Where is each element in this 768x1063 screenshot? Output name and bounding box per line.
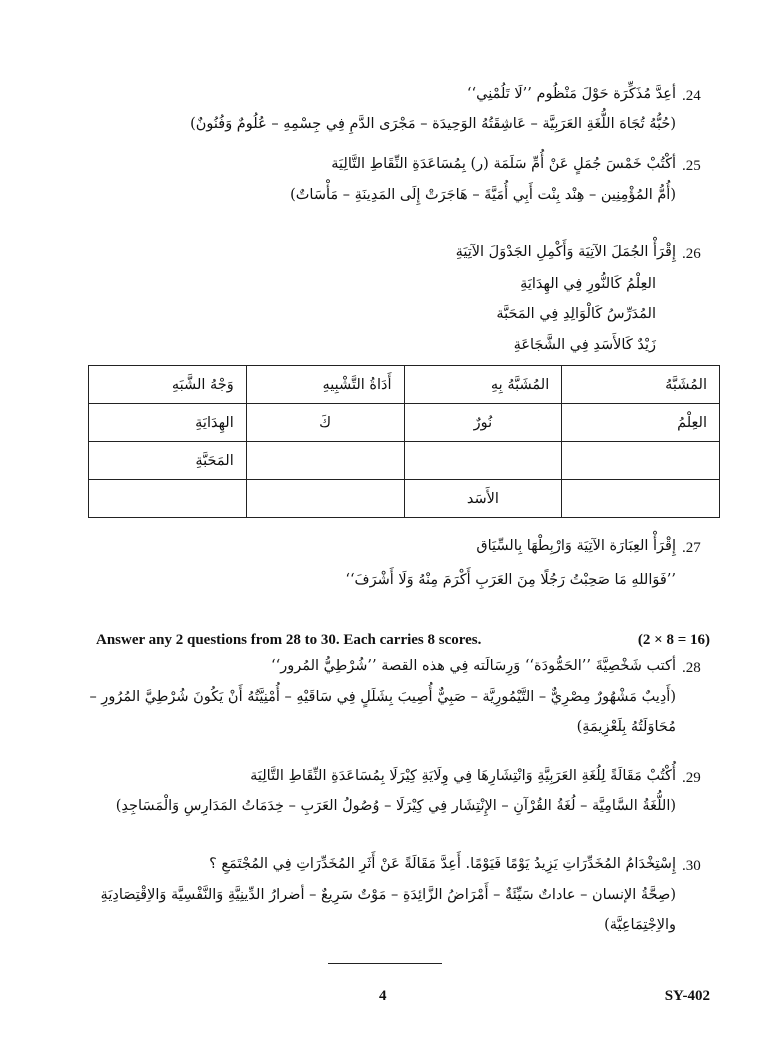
hint-points: (أَدِيبٌ مَشْهُورٌ مِصْرِيٌّ – التَّيْمُورِيَّة – صَبِيٌّ أُصِيبَ بِشَلَلٍ فِي سَاقَيْهِ – أُمْنِيَّتُهُ أَنْ يَكُونَ شُرْطِيَّ المُرُورِ – مُحَاوَلَتُهُ بِلَعْزِيمَةِ) <box>89 689 676 735</box>
section-label: Answer any 2 questions from 28 to 30. Each carries 8 scores. <box>96 632 482 648</box>
table-cell: الهِدَايَةِ <box>89 404 247 442</box>
table-cell: كَ <box>246 404 404 442</box>
table-cell <box>246 480 404 518</box>
question-text: إِقْرَأْ العِبَارَة الآتِيَة وَارْبِطْهَا بِالسِّيَاق <box>476 538 676 554</box>
example-sentence: المُدَرِّسُ كَالْوَالِدِ فِي المَحَبَّة <box>496 306 656 322</box>
table-cell: العِلْمُ <box>562 404 720 442</box>
question-text: أكتب شَخْصِيَّةَ ’’الحَمُّودَة‘‘ وَرِسَالَته فِي هذه القصة ’’شُرْطِيُّ المُرور‘‘ <box>270 658 676 674</box>
section-marks: (2 × 8 = 16) <box>637 632 710 648</box>
question-30 <box>80 856 710 936</box>
simile-table <box>88 365 720 518</box>
question-number: .28 <box>682 660 701 676</box>
question-number: .29 <box>682 770 701 786</box>
table-cell <box>246 442 404 480</box>
table-cell <box>404 442 562 480</box>
table-cell <box>89 480 247 518</box>
question-number: .26 <box>682 246 701 262</box>
footer-divider <box>328 963 442 964</box>
question-text: أُكْتُبْ مَقَالَةً لِلُغَةِ العَرَبِيَّةِ وَانْتِشَارِهَا فِي وِلَايَةِ كِيْرَلَا بِمُسَاعَدَةِ النِّقَاطِ التَّالِيَة <box>250 768 676 784</box>
page-number: 4 <box>379 988 387 1004</box>
table-cell: الأَسَد <box>404 480 562 518</box>
table-header-row <box>89 366 720 404</box>
question-number: .30 <box>682 858 701 874</box>
table-row <box>89 480 720 518</box>
question-number: .27 <box>682 540 701 556</box>
header-cell: أَدَاةُ التَّشْبِيهِ <box>246 366 404 404</box>
question-text: إِقْرَأْ الجُمَلَ الآتِيَة وَأَكْمِلِ الجَدْوَلَ الآتِيَةِ <box>455 244 676 260</box>
hint-points: (صِحَّةُ الإنسان – عاداتٌ سَيِّئَةٌ – أَمْرَاضُ الزَّائِدَةِ – مَوْتٌ سَرِيعٌ – أضرارُ الدِّينِيَّةِ وَالنَّفْسِيَّة وَالاِقْتِصَادِيَةِ والاِجْتِمَاعِيَّة) <box>100 887 676 933</box>
table-row <box>89 442 720 480</box>
question-24 <box>80 86 710 146</box>
table-row <box>89 404 720 442</box>
question-25 <box>80 156 710 216</box>
question-number: .24 <box>682 88 701 104</box>
table-cell: نُورٌ <box>404 404 562 442</box>
header-cell: المُشَبَّهُ بِهِ <box>404 366 562 404</box>
question-text: إِسْتِخْدَامُ المُخَدِّرَاتِ يَزِيدُ يَوْمًا فَيَوْمًا. أَعِدَّ مَقَالَةً عَنْ أَثَرِ المُخَدِّرَاتِ فِي المُجْتَمَعِ ؟ <box>209 856 676 872</box>
question-number: .25 <box>682 158 701 174</box>
header-cell: وَجْهُ الشَّبَهِ <box>89 366 247 404</box>
quoted-text: ’’فَوَاللهِ مَا صَحِبْتُ رَجُلًا مِنَ العَرَبِ أَكْرَمَ مِنْهُ وَلَا أَشْرَفَ‘‘ <box>345 572 676 588</box>
table-cell <box>562 480 720 518</box>
section-instruction <box>96 632 710 649</box>
table-cell <box>562 442 720 480</box>
example-sentence: زَيْدٌ كَالأَسَدِ فِي الشَّجَاعَةِ <box>513 337 656 353</box>
hint-points: (اللُّغَةُ السَّامِيَّة – لُغَةُ القُرْآنِ – الإِنْتِشَار فِي كِيْرَلَا – وُصُولُ العَرَبِ – خِدَمَاتُ المَدَارِسِ وَالْمَسَاجِدِ) <box>115 798 676 814</box>
paper-code: SY-402 <box>664 988 710 1004</box>
table-cell: المَحَبَّةِ <box>89 442 247 480</box>
question-26 <box>80 244 710 274</box>
header-cell: المُشَبَّهُ <box>562 366 720 404</box>
question-27 <box>80 538 710 598</box>
question-text: أكْتُبْ خَمْسَ جُمَلٍ عَنْ أُمِّ سَلَمَة (ر) بِمُسَاعَدَةِ النِّقَاطِ التَّالِيَة <box>331 156 676 172</box>
question-text: أعِدَّ مُذَكِّرَة حَوْلَ مَنْظُوم ’’لَا تَلُمْنِي‘‘ <box>466 86 676 102</box>
hint-points: (أُمُّ المُؤْمِنِين – هِنْد بِنْت أَبِي أُمَيَّةَ – هَاجَرَتْ إِلَى المَدِينَةِ – مَأْسَاتٌ) <box>290 187 676 203</box>
example-sentence: العِلْمُ كَالنُّورِ فِي الهِدَايَةِ <box>520 276 656 292</box>
question-29 <box>80 768 710 828</box>
question-28 <box>80 658 710 738</box>
hint-points: (حُبُّهُ تُجَاهَ اللُّغَةِ العَرَبِيَّة – عَاشِقَتُهُ الوَحِيدَة – مَجْرَى الدَّمِ فِي جِسْمِهِ – عُلُومٌ وَفُنُونٌ) <box>190 116 676 132</box>
